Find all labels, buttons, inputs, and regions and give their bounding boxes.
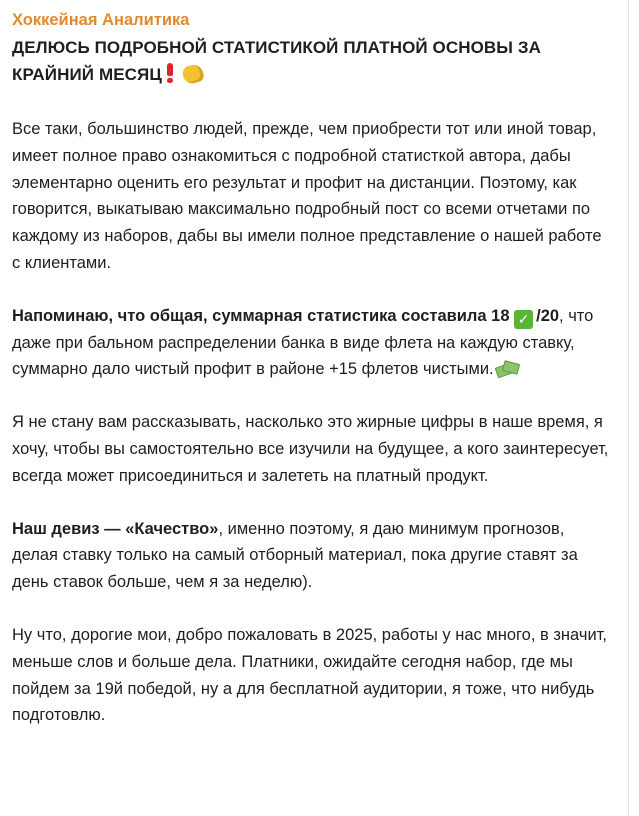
money-wings-icon <box>496 360 518 376</box>
checkmark-icon: ✓ <box>514 310 533 329</box>
headline-text: ДЕЛЮСЬ ПОДРОБНОЙ СТАТИСТИКОЙ ПЛАТНОЙ ОСНОВЫ ЗА КРАЙНИЙ МЕСЯЦ <box>12 38 542 84</box>
post-paragraph-1: Все таки, большинство людей, прежде, чем приобрести тот или иной товар, имеет полное право ознакомиться с подробной статисткой автора, дабы элементарно оценить его результат и профит на дистанции. Поэтому, как говорится, выкатываю максимально подробный пост со всеми отчетами по каждому из наборов, дабы вы имели полное представление о нашей работе с клиентами. <box>12 120 602 272</box>
stats-bold-start: Напоминаю, что общая, суммарная статистика составила 18 <box>12 306 510 325</box>
post-paragraph-2 <box>12 303 614 383</box>
stats-bold-end: /20 <box>536 306 560 325</box>
post-paragraph-3: Я не стану вам рассказывать, насколько это жирные цифры в наше время, я хочу, чтобы вы самостоятельно все изучили на будущее, а кого заинтересует, всегда может присоединиться и залететь на платный продукт. <box>12 413 609 485</box>
clapping-hands-icon <box>181 63 205 86</box>
post-paragraph-4 <box>12 516 614 596</box>
stats-rest: , что даже при бальном распределении банка в виде флета на каждую ставку, суммарно дало чистый профит в районе +15 флетов чистыми. <box>12 306 594 379</box>
motto-bold: Наш девиз — «Качество» <box>12 519 219 538</box>
post-paragraph-5: Ну что, дорогие мои, добро пожаловать в 2025, работы у нас много, в значит, меньше слов и больше дела. Платники, ожидайте сегодня набор, где мы пойдем за 19й победой, ну а для бесплатной аудитории, я тоже, что нибудь подготовлю. <box>12 625 607 725</box>
motto-rest: , именно поэтому, я даю минимум прогнозов, делая ставку только на самый отборный материал, пока другие ставят за день ставок больше, чем я за неделю). <box>12 519 578 592</box>
channel-name[interactable]: Хоккейная Аналитика <box>12 11 190 29</box>
exclamation-icon <box>166 63 174 83</box>
post-headline <box>12 34 614 88</box>
